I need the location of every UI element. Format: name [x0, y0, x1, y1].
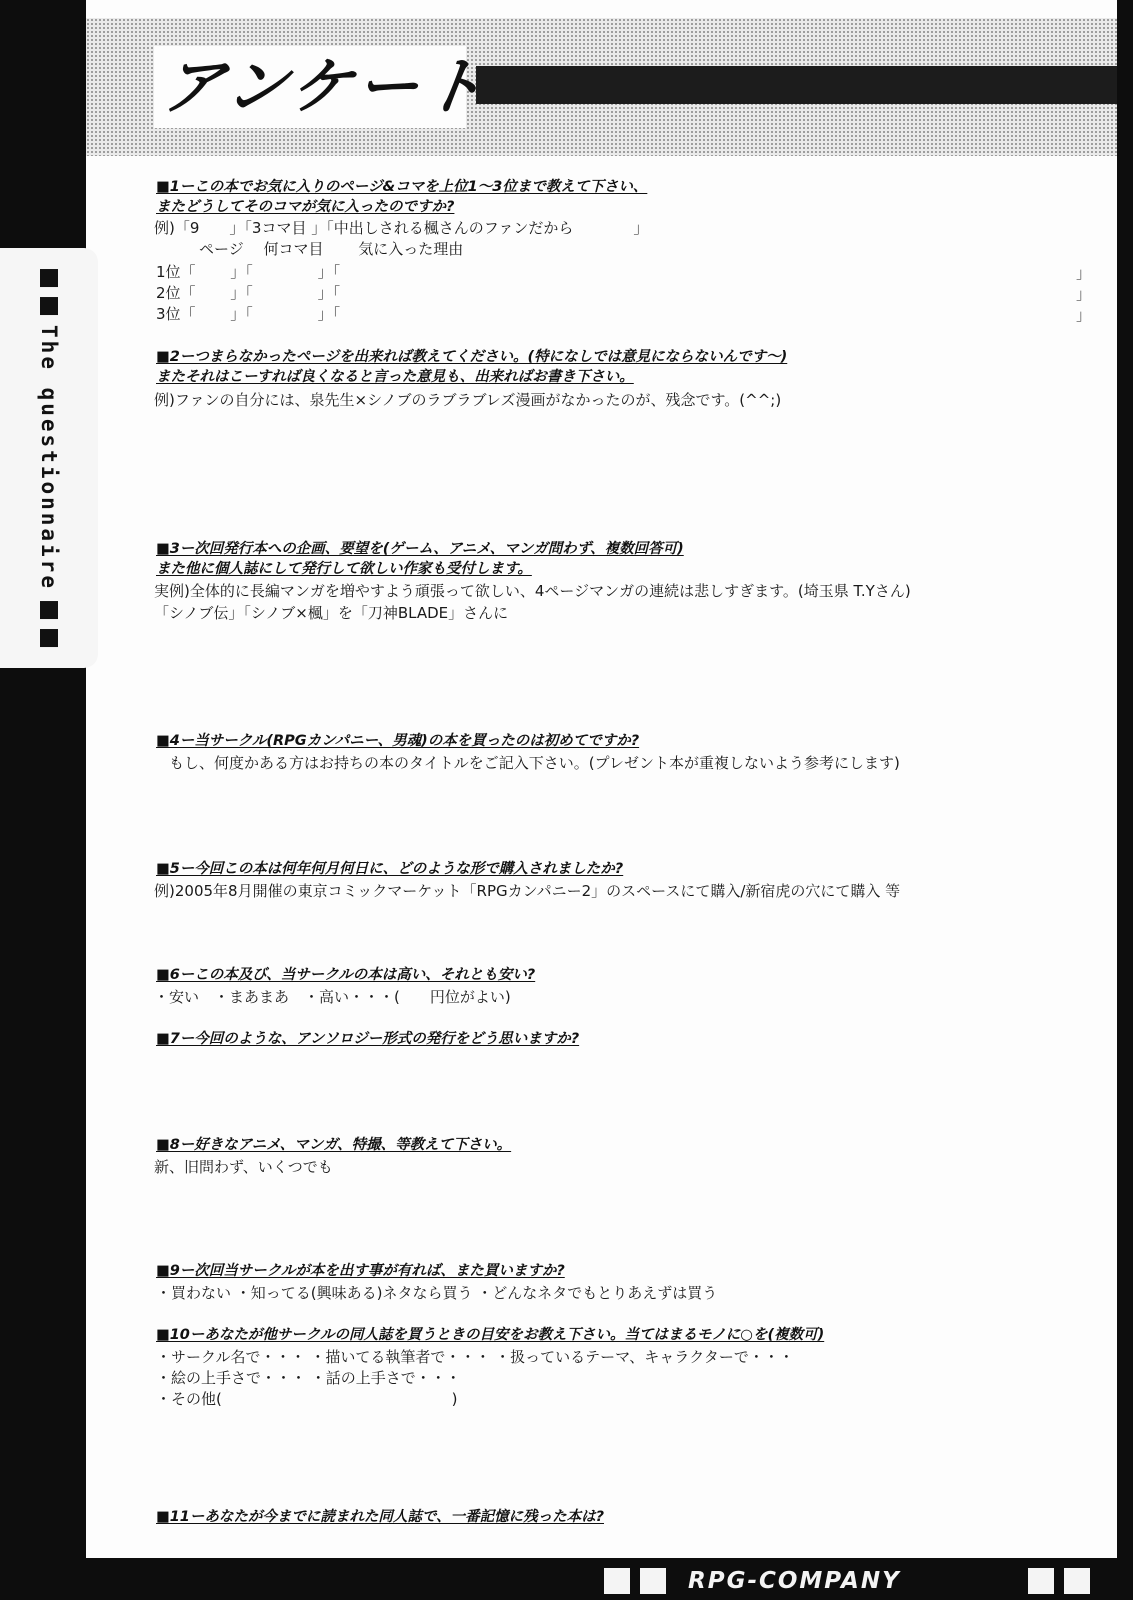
question-3-heading-line-2: また他に個人誌にして発行して欲しい作家も受付します。	[156, 561, 532, 577]
question-2-heading-line-2: またそれはこーすれば良くなると言った意見も、出来ればお書き下さい。	[156, 369, 634, 385]
question-2-example: 例)ファンの自分には、泉先生×シノブのラブラブレズ漫画がなかったのが、残念です。(^^;)	[154, 391, 782, 409]
question-1-rank-3: 3位「 」「 」「	[156, 305, 341, 323]
question-4-heading: ■4ー当サークル(RPGカンパニー、男魂)の本を買ったのは初めてですか?	[156, 733, 640, 749]
question-1-example: 例)「9 」「3コマ目 」「中出しされる楓さんのファンだから 」	[154, 219, 649, 237]
side-label-group	[37, 269, 61, 647]
question-9-options: ・買わない ・知ってる(興味ある)ネタなら買う ・どんなネタでもとりあえずは買う	[156, 1284, 718, 1302]
question-10-options-2: ・絵の上手さで・・・ ・話の上手さで・・・	[156, 1369, 461, 1387]
question-1-rank-3-close: 」	[1076, 306, 1092, 324]
question-3-example-2: 「シノブ伝」「シノブ×楓」を「刀神BLADE」さんに	[154, 604, 509, 622]
question-1-heading-line-1: ■1ーこの本でお気に入りのページ&コマを上位1～3位まで教えて下さい、	[156, 179, 648, 195]
question-1-rank-1: 1位「 」「 」「	[156, 263, 341, 281]
square-bullet-icon	[40, 297, 58, 315]
question-10-options-3: ・その他( )	[156, 1390, 458, 1408]
footer-label: RPG-COMPANY	[688, 1568, 901, 1594]
question-9-heading: ■9ー次回当サークルが本を出す事が有れば、また買いますか?	[156, 1263, 565, 1279]
square-bullet-icon	[40, 629, 58, 647]
question-10-options-1: ・サークル名で・・・ ・描いてる執筆者で・・・ ・扱っているテーマ、キャラクターで・・・	[156, 1348, 794, 1366]
question-6-options: ・安い ・まあまあ ・高い・・・( 円位がよい)	[154, 988, 511, 1006]
square-bullet-icon	[640, 1568, 666, 1594]
question-10-heading: ■10ーあなたが他サークルの同人誌を買うときの目安をお教え下さい。当てはまるモノに○を(複数可)	[156, 1327, 825, 1343]
question-7-heading: ■7ー今回のような、アンソロジー形式の発行をどう思いますか?	[156, 1031, 580, 1047]
question-3-example-1: 実例)全体的に長編マンガを増やすよう頑張って欲しい、4ページマンガの連続は悲しすぎます。(埼玉県 T.Yさん)	[154, 582, 911, 600]
square-bullet-icon	[604, 1568, 630, 1594]
questionnaire-page	[86, 0, 1117, 1558]
question-3-heading-line-1: ■3ー次回発行本への企画、要望を(ゲーム、アニメ、マンガ問わず、複数回答可)	[156, 541, 684, 557]
question-1-rank-2-close: 」	[1076, 285, 1092, 303]
square-bullet-icon	[1064, 1568, 1090, 1594]
question-1-example-legend: ページ 何コマ目 気に入った理由	[154, 240, 464, 258]
question-1-heading-line-2: またどうしてそのコマが気に入ったのですか?	[156, 199, 455, 215]
question-1-rank-1-close: 」	[1076, 264, 1092, 282]
question-11-heading: ■11ーあなたが今までに読まれた同人誌で、一番記憶に残った本は?	[156, 1509, 604, 1525]
questions-area	[86, 0, 1117, 1558]
question-4-note: もし、何度かある方はお持ちの本のタイトルをご記入下さい。(プレゼント本が重複しないよう参考にします)	[154, 754, 900, 772]
square-bullet-icon	[40, 601, 58, 619]
question-6-heading: ■6ーこの本及び、当サークルの本は高い、それとも安い?	[156, 967, 536, 983]
side-label: The questionnaire	[37, 325, 61, 591]
question-2-heading-line-1: ■2ーつまらなかったページを出来れば教えてください。(特になしでは意見にならないんです～)	[156, 349, 788, 365]
square-bullet-icon	[40, 269, 58, 287]
square-bullet-icon	[1028, 1568, 1054, 1594]
side-tab	[0, 248, 98, 668]
question-5-example: 例)2005年8月開催の東京コミックマーケット「RPGカンパニー2」のスペースにて購入/新宿虎の穴にて購入 等	[154, 882, 901, 900]
question-8-heading: ■8ー好きなアニメ、マンガ、特撮、等教えて下さい。	[156, 1137, 512, 1153]
question-5-heading: ■5ー今回この本は何年何月何日に、どのような形で購入されましたか?	[156, 861, 624, 877]
page-title: アンケート	[156, 50, 494, 123]
question-1-rank-2: 2位「 」「 」「	[156, 284, 341, 302]
question-8-note: 新、旧問わず、いくつでも	[154, 1158, 333, 1176]
footer	[600, 1562, 1133, 1600]
